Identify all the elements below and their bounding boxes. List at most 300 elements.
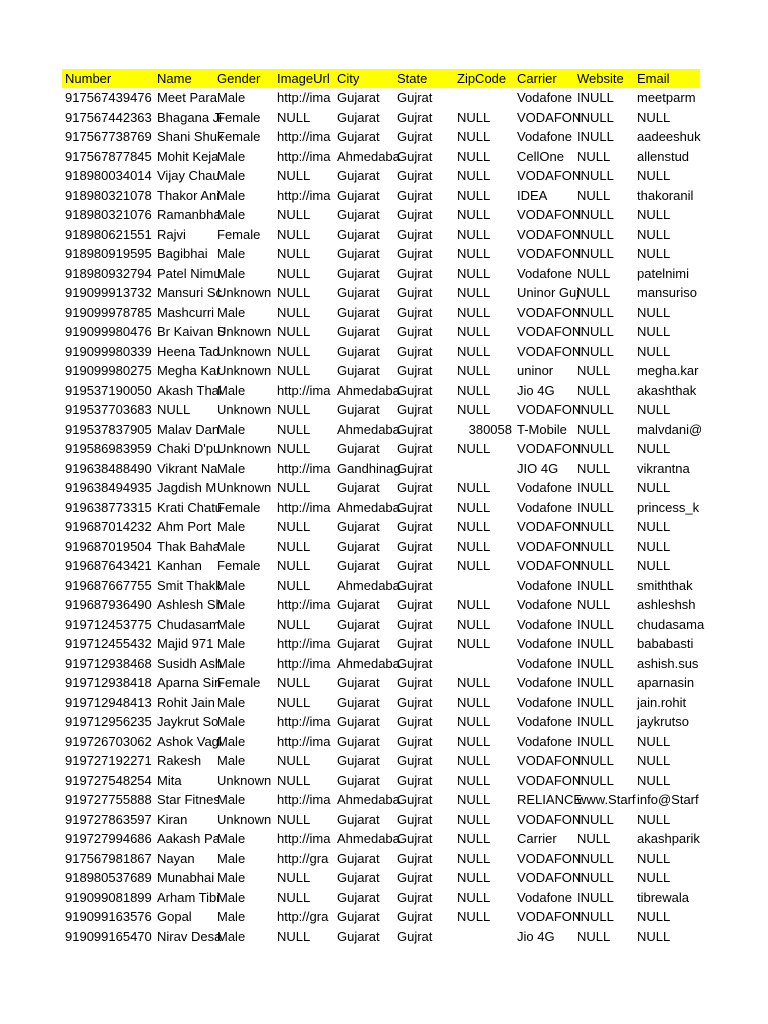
cell-name[interactable]: Meet Para (157, 90, 217, 106)
cell-website[interactable]: INULL (577, 519, 614, 535)
cell-name[interactable]: Vijay Chau (157, 168, 220, 184)
cell-zipcode[interactable]: NULL (457, 109, 491, 125)
cell-website[interactable]: INULL (577, 655, 614, 671)
cell-email[interactable]: NULL (637, 928, 671, 944)
cell-zipcode[interactable]: NULL (457, 831, 491, 847)
cell-number[interactable]: 919712455432 (65, 636, 152, 652)
cell-website[interactable]: INULL (577, 870, 614, 886)
cell-carrier[interactable]: Vodafone (517, 694, 572, 710)
cell-gender[interactable]: Unknown (217, 324, 272, 340)
cell-imageurl[interactable]: NULL (277, 519, 311, 535)
cell-zipcode[interactable]: NULL (457, 402, 491, 418)
cell-website[interactable]: NULL (577, 460, 611, 476)
cell-gender[interactable]: Female (217, 675, 261, 691)
cell-name[interactable]: Nirav Desa (157, 928, 222, 944)
cell-state[interactable]: Gujrat (397, 753, 433, 769)
cell-name[interactable]: Shani Shuk (157, 129, 224, 145)
cell-gender[interactable]: Unknown (217, 402, 272, 418)
cell-imageurl[interactable]: NULL (277, 480, 311, 496)
cell-website[interactable]: INULL (577, 324, 614, 340)
cell-zipcode[interactable]: NULL (457, 694, 491, 710)
cell-city[interactable]: Ahmedaba (337, 421, 400, 437)
cell-number[interactable]: 919712938468 (65, 655, 152, 671)
cell-imageurl[interactable]: NULL (277, 753, 311, 769)
cell-zipcode[interactable]: NULL (457, 616, 491, 632)
cell-zipcode[interactable]: NULL (457, 265, 491, 281)
cell-imageurl[interactable]: NULL (277, 265, 311, 281)
cell-website[interactable]: NULL (577, 382, 611, 398)
cell-zipcode[interactable] (454, 459, 514, 479)
cell-state[interactable]: Gujrat (397, 480, 433, 496)
cell-imageurl[interactable]: http://ima (277, 460, 331, 476)
cell-zipcode[interactable]: NULL (457, 597, 491, 613)
cell-website[interactable]: NULL (577, 187, 611, 203)
cell-carrier[interactable]: Vodafone (517, 90, 572, 106)
cell-state[interactable]: Gujrat (397, 675, 433, 691)
cell-zipcode[interactable]: NULL (457, 811, 491, 827)
cell-gender[interactable]: Male (217, 714, 246, 730)
cell-city[interactable]: Gujarat (337, 597, 380, 613)
cell-city[interactable]: Ahmedaba (337, 577, 400, 593)
cell-name[interactable]: Rakesh (157, 753, 202, 769)
cell-website[interactable]: NULL (577, 285, 611, 301)
cell-state[interactable]: Gujrat (397, 109, 433, 125)
cell-carrier[interactable]: VODAFON (517, 304, 582, 320)
cell-number[interactable]: 919687667755 (65, 577, 152, 593)
cell-name[interactable]: Star Fitnes (157, 792, 220, 808)
cell-imageurl[interactable]: http://gra (277, 850, 329, 866)
cell-city[interactable]: Gujarat (337, 343, 380, 359)
cell-state[interactable]: Gujrat (397, 148, 433, 164)
column-header-city[interactable]: City (334, 69, 394, 88)
cell-city[interactable]: Gujarat (337, 694, 380, 710)
cell-city[interactable]: Gujarat (337, 109, 380, 125)
cell-imageurl[interactable]: NULL (277, 402, 311, 418)
cell-email[interactable]: vikrantna (637, 460, 690, 476)
cell-website[interactable]: INULL (577, 733, 614, 749)
cell-city[interactable]: Gujarat (337, 402, 380, 418)
cell-zipcode[interactable]: NULL (457, 441, 491, 457)
cell-website[interactable]: INULL (577, 402, 614, 418)
cell-imageurl[interactable]: NULL (277, 811, 311, 827)
column-header-name[interactable]: Name (154, 69, 214, 88)
cell-gender[interactable]: Male (217, 519, 246, 535)
cell-gender[interactable]: Male (217, 753, 246, 769)
cell-imageurl[interactable]: http://ima (277, 636, 331, 652)
cell-website[interactable]: INULL (577, 772, 614, 788)
cell-name[interactable]: Rajvi (157, 226, 186, 242)
cell-gender[interactable]: Male (217, 870, 246, 886)
cell-email[interactable]: malvdani@ (637, 421, 703, 437)
cell-name[interactable]: Majid 971 (157, 636, 214, 652)
cell-gender[interactable]: Unknown (217, 363, 272, 379)
column-header-gender[interactable]: Gender (214, 69, 274, 88)
cell-city[interactable]: Gujarat (337, 909, 380, 925)
cell-website[interactable]: INULL (577, 343, 614, 359)
cell-imageurl[interactable]: NULL (277, 694, 311, 710)
cell-imageurl[interactable]: http://ima (277, 499, 331, 515)
cell-email[interactable]: aparnasin (637, 675, 695, 691)
cell-name[interactable]: Thak Baha (157, 538, 220, 554)
cell-carrier[interactable]: Vodafone (517, 714, 572, 730)
cell-imageurl[interactable]: NULL (277, 675, 311, 691)
cell-city[interactable]: Gujarat (337, 675, 380, 691)
cell-imageurl[interactable]: NULL (277, 772, 311, 788)
cell-name[interactable]: Mansuri Sc (157, 285, 223, 301)
cell-carrier[interactable]: VODAFON (517, 870, 582, 886)
cell-website[interactable]: INULL (577, 480, 614, 496)
cell-city[interactable]: Gujarat (337, 324, 380, 340)
cell-website[interactable]: INULL (577, 129, 614, 145)
cell-zipcode[interactable]: NULL (457, 558, 491, 574)
cell-number[interactable]: 919099081899 (65, 889, 152, 905)
cell-imageurl[interactable]: NULL (277, 304, 311, 320)
cell-zipcode[interactable]: NULL (457, 148, 491, 164)
cell-carrier[interactable]: Vodafone (517, 129, 572, 145)
cell-name[interactable]: Chaki D'pu (157, 441, 221, 457)
cell-name[interactable]: Kiran (157, 811, 188, 827)
cell-state[interactable]: Gujrat (397, 441, 433, 457)
cell-state[interactable]: Gujrat (397, 909, 433, 925)
cell-email[interactable]: meetparm (637, 90, 696, 106)
cell-email[interactable]: NULL (637, 850, 671, 866)
cell-gender[interactable]: Unknown (217, 811, 272, 827)
cell-website[interactable]: INULL (577, 694, 614, 710)
cell-email[interactable]: NULL (637, 226, 671, 242)
cell-imageurl[interactable]: NULL (277, 168, 311, 184)
cell-carrier[interactable]: Uninor Guj (517, 285, 580, 301)
cell-state[interactable]: Gujrat (397, 246, 433, 262)
cell-name[interactable]: Ashok Vagl (157, 733, 222, 749)
cell-zipcode[interactable]: NULL (457, 753, 491, 769)
cell-gender[interactable]: Male (217, 207, 246, 223)
cell-number[interactable]: 917567877845 (65, 148, 152, 164)
column-header-state[interactable]: State (394, 69, 454, 88)
cell-name[interactable]: Nayan (157, 850, 195, 866)
cell-state[interactable]: Gujrat (397, 90, 433, 106)
cell-carrier[interactable]: T-Mobile (517, 421, 567, 437)
cell-email[interactable]: NULL (637, 519, 671, 535)
cell-state[interactable]: Gujrat (397, 363, 433, 379)
cell-state[interactable]: Gujrat (397, 850, 433, 866)
column-header-email[interactable]: Email (634, 69, 700, 88)
cell-zipcode[interactable]: NULL (457, 129, 491, 145)
cell-name[interactable]: Ramanbha (157, 207, 221, 223)
cell-website[interactable]: INULL (577, 577, 614, 593)
cell-carrier[interactable]: Vodafone (517, 675, 572, 691)
cell-name[interactable]: Ahm Port (157, 519, 212, 535)
cell-email[interactable]: bababasti (637, 636, 694, 652)
cell-number[interactable]: 919638488490 (65, 460, 152, 476)
cell-zipcode[interactable]: NULL (457, 480, 491, 496)
cell-zipcode[interactable]: NULL (457, 168, 491, 184)
cell-imageurl[interactable]: http://ima (277, 187, 331, 203)
cell-imageurl[interactable]: NULL (277, 343, 311, 359)
cell-name[interactable]: Arham Tibi (157, 889, 220, 905)
cell-carrier[interactable]: VODAFON (517, 753, 582, 769)
cell-name[interactable]: Malav Dan (157, 421, 220, 437)
cell-gender[interactable]: Male (217, 909, 246, 925)
cell-imageurl[interactable]: NULL (277, 285, 311, 301)
cell-zipcode[interactable]: NULL (457, 285, 491, 301)
cell-carrier[interactable]: VODAFON (517, 226, 582, 242)
cell-gender[interactable]: Female (217, 226, 261, 242)
cell-gender[interactable]: Male (217, 597, 246, 613)
cell-state[interactable]: Gujrat (397, 811, 433, 827)
cell-gender[interactable]: Male (217, 636, 246, 652)
cell-state[interactable]: Gujrat (397, 129, 433, 145)
cell-imageurl[interactable]: NULL (277, 421, 311, 437)
cell-email[interactable]: mansuriso (637, 285, 697, 301)
cell-gender[interactable]: Male (217, 733, 246, 749)
cell-state[interactable]: Gujrat (397, 304, 433, 320)
cell-imageurl[interactable]: http://ima (277, 655, 331, 671)
cell-carrier[interactable]: VODAFON (517, 519, 582, 535)
cell-gender[interactable]: Male (217, 850, 246, 866)
cell-number[interactable]: 919099165470 (65, 928, 152, 944)
cell-number[interactable]: 917567738769 (65, 129, 152, 145)
cell-website[interactable]: INULL (577, 636, 614, 652)
cell-state[interactable]: Gujrat (397, 616, 433, 632)
cell-email[interactable]: allenstud (637, 148, 690, 164)
cell-carrier[interactable]: Vodafone (517, 889, 572, 905)
cell-number[interactable]: 919099980339 (65, 343, 152, 359)
cell-name[interactable]: Akash Thal (157, 382, 222, 398)
cell-zipcode[interactable]: NULL (457, 363, 491, 379)
cell-imageurl[interactable]: NULL (277, 616, 311, 632)
cell-imageurl[interactable]: http://ima (277, 597, 331, 613)
cell-carrier[interactable]: VODAFON (517, 246, 582, 262)
cell-city[interactable]: Gujarat (337, 753, 380, 769)
cell-email[interactable]: NULL (637, 343, 671, 359)
cell-state[interactable]: Gujrat (397, 402, 433, 418)
cell-email[interactable]: NULL (637, 441, 671, 457)
cell-gender[interactable]: Male (217, 460, 246, 476)
cell-state[interactable]: Gujrat (397, 421, 433, 437)
cell-website[interactable]: INULL (577, 558, 614, 574)
cell-city[interactable]: Gujarat (337, 441, 380, 457)
cell-carrier[interactable]: uninor (517, 363, 554, 379)
cell-carrier[interactable]: Carrier (517, 831, 557, 847)
cell-website[interactable]: NULL (577, 831, 611, 847)
cell-email[interactable]: NULL (637, 753, 671, 769)
cell-name[interactable]: Bagibhai (157, 246, 208, 262)
cell-imageurl[interactable]: http://ima (277, 382, 331, 398)
cell-name[interactable]: Jaykrut So (157, 714, 219, 730)
cell-imageurl[interactable]: http://ima (277, 792, 331, 808)
cell-website[interactable]: INULL (577, 909, 614, 925)
cell-imageurl[interactable]: NULL (277, 558, 311, 574)
cell-gender[interactable]: Male (217, 168, 246, 184)
cell-carrier[interactable]: VODAFON (517, 109, 582, 125)
cell-state[interactable]: Gujrat (397, 343, 433, 359)
cell-imageurl[interactable]: NULL (277, 207, 311, 223)
cell-gender[interactable]: Male (217, 265, 246, 281)
cell-gender[interactable]: Male (217, 889, 246, 905)
cell-state[interactable]: Gujrat (397, 265, 433, 281)
cell-carrier[interactable]: VODAFON (517, 343, 582, 359)
cell-gender[interactable]: Female (217, 129, 261, 145)
cell-state[interactable]: Gujrat (397, 714, 433, 730)
cell-number[interactable]: 919687019504 (65, 538, 152, 554)
cell-state[interactable]: Gujrat (397, 577, 433, 593)
cell-number[interactable]: 919099980476 (65, 324, 152, 340)
cell-name[interactable]: Kanhan (157, 558, 202, 574)
cell-carrier[interactable]: VODAFON (517, 909, 582, 925)
cell-website[interactable]: INULL (577, 441, 614, 457)
column-header-website[interactable]: Website (574, 69, 634, 88)
cell-name[interactable]: Susidh Ash (157, 655, 223, 671)
cell-zipcode[interactable]: NULL (457, 870, 491, 886)
cell-carrier[interactable]: Vodafone (517, 597, 572, 613)
cell-carrier[interactable]: VODAFON (517, 811, 582, 827)
cell-website[interactable]: NULL (577, 148, 611, 164)
cell-state[interactable]: Gujrat (397, 889, 433, 905)
cell-zipcode[interactable] (454, 654, 514, 674)
cell-city[interactable]: Gujarat (337, 207, 380, 223)
cell-carrier[interactable]: Jio 4G (517, 382, 555, 398)
cell-state[interactable]: Gujrat (397, 831, 433, 847)
cell-city[interactable]: Gujarat (337, 616, 380, 632)
cell-zipcode[interactable]: 380058 (468, 421, 512, 437)
cell-state[interactable]: Gujrat (397, 655, 433, 671)
cell-zipcode[interactable]: NULL (457, 382, 491, 398)
cell-gender[interactable]: Male (217, 304, 246, 320)
cell-number[interactable]: 918980537689 (65, 870, 152, 886)
cell-gender[interactable]: Male (217, 928, 246, 944)
cell-zipcode[interactable]: NULL (457, 772, 491, 788)
cell-state[interactable]: Gujrat (397, 792, 433, 808)
cell-email[interactable]: princess_k (637, 499, 700, 515)
cell-website[interactable]: INULL (577, 675, 614, 691)
cell-gender[interactable]: Unknown (217, 343, 272, 359)
cell-gender[interactable]: Male (217, 792, 246, 808)
cell-gender[interactable]: Unknown (217, 772, 272, 788)
cell-name[interactable]: Mohit Keja (157, 148, 219, 164)
cell-zipcode[interactable]: NULL (457, 850, 491, 866)
cell-email[interactable]: NULL (637, 733, 671, 749)
cell-number[interactable]: 919727755888 (65, 792, 152, 808)
cell-imageurl[interactable]: NULL (277, 246, 311, 262)
cell-website[interactable]: INULL (577, 753, 614, 769)
cell-imageurl[interactable]: NULL (277, 889, 311, 905)
cell-carrier[interactable]: Vodafone (517, 733, 572, 749)
cell-email[interactable]: NULL (637, 109, 671, 125)
cell-website[interactable]: NULL (577, 265, 611, 281)
cell-number[interactable]: 917567439476 (65, 90, 152, 106)
cell-city[interactable]: Gujarat (337, 226, 380, 242)
cell-imageurl[interactable]: NULL (277, 363, 311, 379)
cell-number[interactable]: 919712956235 (65, 714, 152, 730)
cell-website[interactable]: INULL (577, 850, 614, 866)
cell-city[interactable]: Gujarat (337, 538, 380, 554)
cell-state[interactable]: Gujrat (397, 168, 433, 184)
cell-zipcode[interactable]: NULL (457, 187, 491, 203)
cell-zipcode[interactable]: NULL (457, 538, 491, 554)
cell-name[interactable]: Aakash Pa (157, 831, 220, 847)
cell-name[interactable]: Krati Chatu (157, 499, 223, 515)
cell-email[interactable]: ashleshsh (637, 597, 696, 613)
cell-carrier[interactable]: Vodafone (517, 636, 572, 652)
cell-number[interactable]: 919638773315 (65, 499, 152, 515)
cell-website[interactable]: INULL (577, 304, 614, 320)
cell-carrier[interactable]: Vodafone (517, 655, 572, 671)
cell-email[interactable]: NULL (637, 246, 671, 262)
cell-number[interactable]: 917567442363 (65, 109, 152, 125)
cell-zipcode[interactable]: NULL (457, 714, 491, 730)
cell-gender[interactable]: Male (217, 538, 246, 554)
cell-name[interactable]: Jagdish M (157, 480, 217, 496)
cell-city[interactable]: Ahmedaba (337, 148, 400, 164)
cell-number[interactable]: 919712938418 (65, 675, 152, 691)
column-header-imageurl[interactable]: ImageUrl (274, 69, 334, 88)
cell-carrier[interactable]: VODAFON (517, 402, 582, 418)
cell-state[interactable]: Gujrat (397, 324, 433, 340)
cell-state[interactable]: Gujrat (397, 772, 433, 788)
cell-zipcode[interactable]: NULL (457, 519, 491, 535)
cell-email[interactable]: ashish.sus (637, 655, 699, 671)
cell-gender[interactable]: Male (217, 831, 246, 847)
cell-city[interactable]: Gujarat (337, 850, 380, 866)
cell-state[interactable]: Gujrat (397, 285, 433, 301)
cell-city[interactable]: Ahmedaba (337, 499, 400, 515)
cell-city[interactable]: Gujarat (337, 304, 380, 320)
cell-carrier[interactable]: Jio 4G (517, 928, 555, 944)
cell-name[interactable]: Vikrant Na (157, 460, 218, 476)
cell-state[interactable]: Gujrat (397, 538, 433, 554)
cell-email[interactable]: smiththak (637, 577, 693, 593)
cell-gender[interactable]: Female (217, 499, 261, 515)
cell-carrier[interactable]: VODAFON (517, 207, 582, 223)
cell-carrier[interactable]: CellOne (517, 148, 564, 164)
cell-gender[interactable]: Male (217, 148, 246, 164)
cell-email[interactable]: NULL (637, 811, 671, 827)
cell-number[interactable]: 919099163576 (65, 909, 152, 925)
cell-number[interactable]: 919712453775 (65, 616, 152, 632)
cell-state[interactable]: Gujrat (397, 694, 433, 710)
cell-number[interactable]: 919727994686 (65, 831, 152, 847)
cell-city[interactable]: Gujarat (337, 129, 380, 145)
cell-state[interactable]: Gujrat (397, 733, 433, 749)
cell-email[interactable]: aadeeshuk (637, 129, 701, 145)
cell-gender[interactable]: Male (217, 187, 246, 203)
cell-number[interactable]: 919099913732 (65, 285, 152, 301)
cell-imageurl[interactable]: NULL (277, 870, 311, 886)
cell-gender[interactable]: Male (217, 577, 246, 593)
cell-imageurl[interactable]: NULL (277, 441, 311, 457)
column-header-carrier[interactable]: Carrier (514, 69, 574, 88)
cell-imageurl[interactable]: NULL (277, 577, 311, 593)
cell-carrier[interactable]: VODAFON (517, 538, 582, 554)
cell-city[interactable]: Gujarat (337, 772, 380, 788)
cell-gender[interactable]: Male (217, 382, 246, 398)
cell-website[interactable]: NULL (577, 928, 611, 944)
cell-zipcode[interactable] (454, 927, 514, 947)
cell-city[interactable]: Gandhinag (337, 460, 401, 476)
cell-imageurl[interactable]: NULL (277, 226, 311, 242)
cell-state[interactable]: Gujrat (397, 597, 433, 613)
cell-zipcode[interactable]: NULL (457, 324, 491, 340)
cell-website[interactable]: NULL (577, 421, 611, 437)
cell-website[interactable]: INULL (577, 168, 614, 184)
cell-website[interactable]: INULL (577, 714, 614, 730)
cell-name[interactable]: Heena Tad (157, 343, 220, 359)
cell-website[interactable]: INULL (577, 246, 614, 262)
cell-gender[interactable]: Male (217, 421, 246, 437)
cell-zipcode[interactable] (454, 88, 514, 108)
cell-zipcode[interactable]: NULL (457, 636, 491, 652)
cell-website[interactable]: INULL (577, 811, 614, 827)
